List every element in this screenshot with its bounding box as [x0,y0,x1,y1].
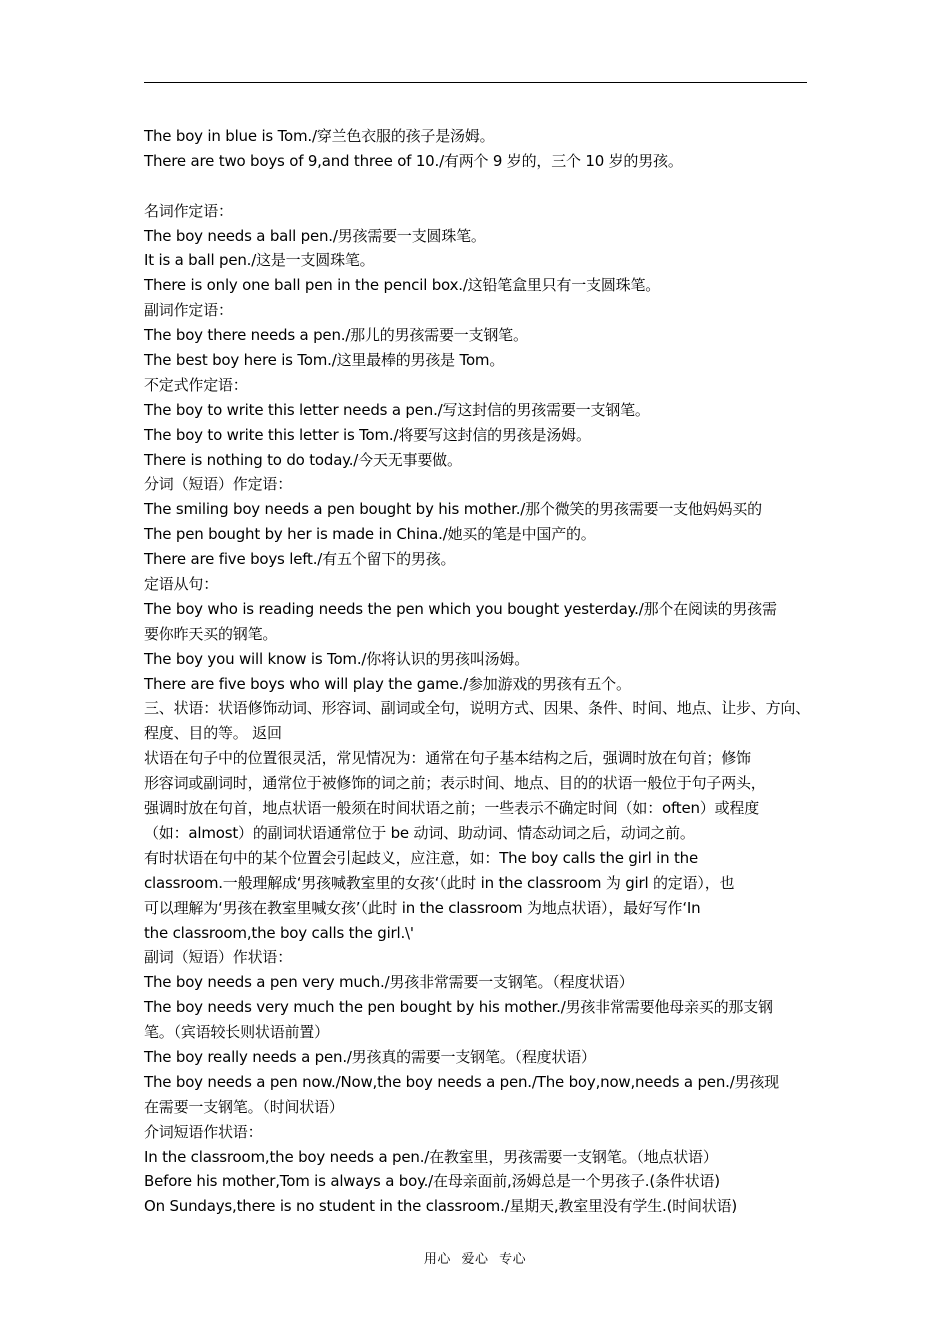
text-line: 不定式作定语： [144,375,248,394]
text-line: 三、状语：状语修饰动词、形容词、副词或全句，说明方式、因果、条件、时间、地点、让步、方向、 [144,699,811,718]
text-line: 笔。（宾语较长则状语前置） [144,1023,329,1042]
text-line: 强调时放在句首，地点状语一般须在时间状语之前；一些表示不确定时间（如：often）或程度 [144,799,760,818]
text-line: 程度、目的等。 返回 [144,724,282,743]
text-line: 名词作定语： [144,201,233,220]
header-rule [144,82,807,83]
paragraph-spacer [144,174,816,199]
text-line: There is only one ball pen in the pencil box./这铅笔盒里只有一支圆珠笔。 [144,276,661,295]
text-line: classroom.一般理解成‘男孩喊教室里的女孩‘（此时 in the classroom 为 girl 的定语），也 [144,873,735,892]
text-line: The pen bought by her is made in China./她买的笔是中国产的。 [144,525,596,544]
text-line: The boy to write this letter needs a pen./写这封信的男孩需要一支钢笔。 [144,400,650,419]
text-line: In the classroom,the boy needs a pen./在教室里，男孩需要一支钢笔。（地点状语） [144,1147,718,1166]
text-line: The boy really needs a pen./男孩真的需要一支钢笔。（程度状语） [144,1047,596,1066]
text-line: There are two boys of 9,and three of 10./有两个 9 岁的，三个 10 岁的男孩。 [144,151,683,170]
text-line: 形容词或副词时，通常位于被修饰的词之前；表示时间、地点、目的的状语一般位于句子两头， [144,774,766,793]
text-line: The smiling boy needs a pen bought by his mother./那个微笑的男孩需要一支他妈妈买的 [144,500,762,519]
text-line: It is a ball pen./这是一支圆珠笔。 [144,251,375,270]
text-line: There are five boys who will play the game./参加游戏的男孩有五个。 [144,674,631,693]
text-line: The boy you will know is Tom./你将认识的男孩叫汤姆。 [144,649,530,668]
text-line: 在需要一支钢笔。（时间状语） [144,1097,344,1116]
text-line: Before his mother,Tom is always a boy./在母亲面前,汤姆总是一个男孩子.(条件状语) [144,1172,720,1191]
page-footer: 用心 爱心 专心 [423,1252,527,1267]
text-line: 介词短语作状语： [144,1122,263,1141]
text-line: 副词作定语： [144,301,233,320]
text-line: The best boy here is Tom./这里最棒的男孩是 Tom。 [144,351,505,370]
text-line: The boy who is reading needs the pen which you bought yesterday./那个在阅读的男孩需 [144,599,777,618]
text-line: The boy there needs a pen./那儿的男孩需要一支钢笔。 [144,326,528,345]
text-line: 要你昨天买的钢笔。 [144,624,278,643]
text-line: There is nothing to do today./今天无事要做。 [144,450,462,469]
text-line: 状语在句子中的位置很灵活，常见情况为：通常在句子基本结构之后，强调时放在句首；修饰 [144,749,751,768]
text-line: The boy to write this letter is Tom./将要写这封信的男孩是汤姆。 [144,425,591,444]
text-line: 分词（短语）作定语： [144,475,293,494]
text-line: 可以理解为‘男孩在教室里喊女孩’（此时 in the classroom 为地点状语），最好写作‘In [144,898,701,917]
text-line: 副词（短语）作状语： [144,948,293,967]
text-line: 有时状语在句中的某个位置会引起歧义，应注意，如：The boy calls the girl in the [144,848,699,867]
text-line: The boy needs very much the pen bought by his mother./男孩非常需要他母亲买的那支钢 [144,998,773,1017]
text-line: The boy in blue is Tom./穿兰色衣服的孩子是汤姆。 [144,127,495,145]
text-line: The boy needs a pen now./Now,the boy needs a pen./The boy,now,needs a pen./男孩现 [144,1072,779,1091]
text-line: There are five boys left./有五个留下的男孩。 [144,550,456,569]
text-line: （如：almost）的副词状语通常位于 be 动词、助动词、情态动词之后，动词之前。 [144,823,695,842]
document-body [144,124,816,1219]
text-line: the classroom,the boy calls the girl.\' [144,923,414,942]
text-line: The boy needs a pen very much./男孩非常需要一支钢笔。（程度状语） [144,973,634,992]
text-line: On Sundays,there is no student in the classroom./星期天,教室里没有学生.(时间状语) [144,1197,738,1216]
text-line: The boy needs a ball pen./男孩需要一支圆珠笔。 [144,226,486,245]
text-line: 定语从句： [144,575,219,594]
